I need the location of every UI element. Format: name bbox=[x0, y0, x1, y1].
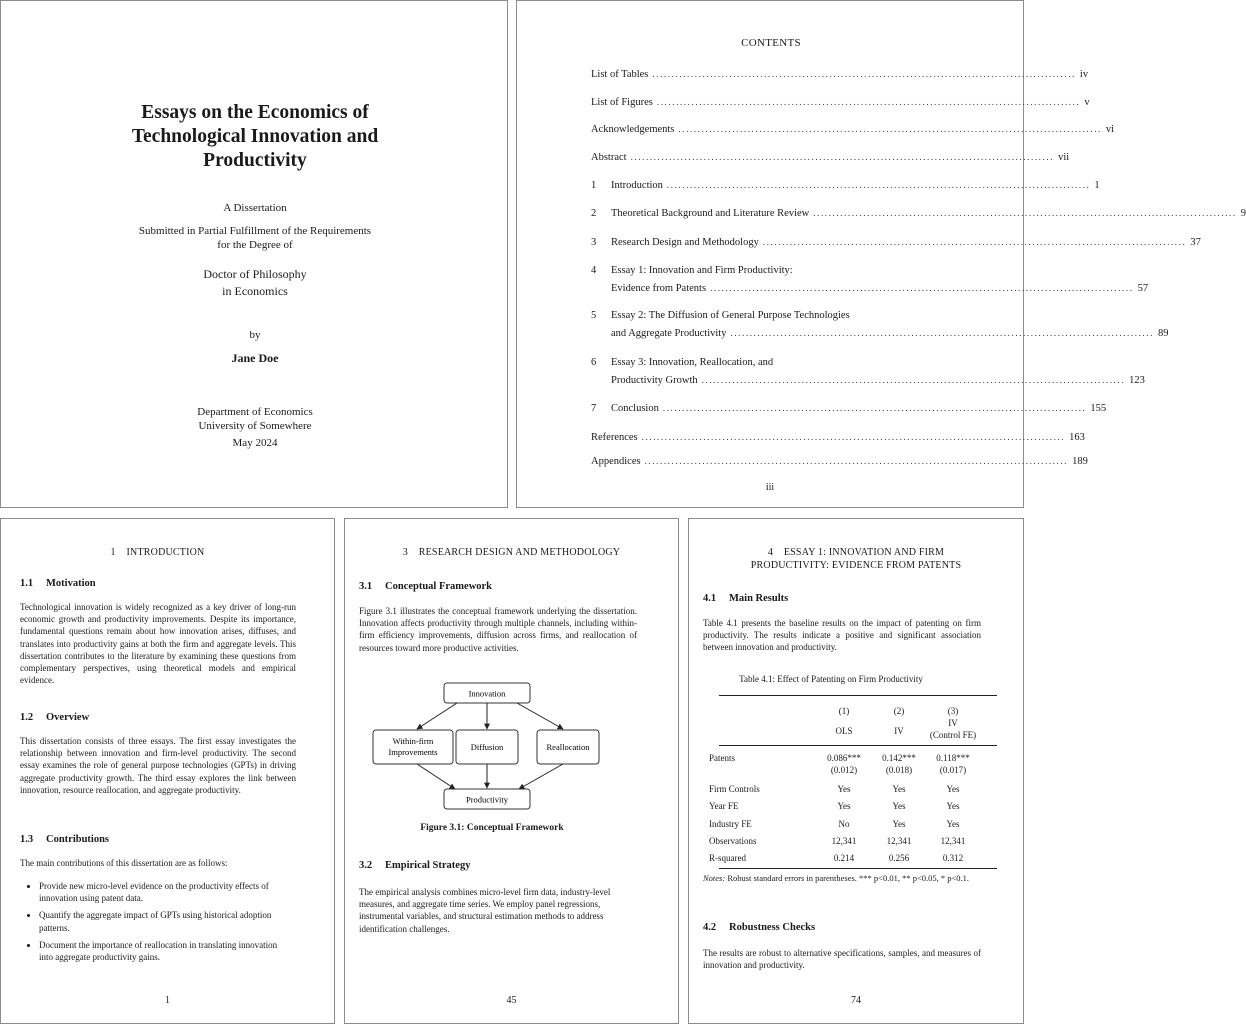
toc-entry[interactable] bbox=[591, 401, 1107, 415]
table-cell: 0.142*** bbox=[882, 753, 916, 763]
table-notes bbox=[703, 873, 988, 885]
toc-label: Essay 1: Innovation and Firm Productivity: bbox=[611, 265, 793, 276]
section-heading bbox=[20, 578, 96, 589]
row-label: Industry FE bbox=[709, 819, 752, 829]
arrow-innovation-to-reallocation bbox=[517, 703, 563, 729]
table-cell: Yes bbox=[837, 784, 851, 794]
column-head: OLS bbox=[835, 726, 853, 736]
title-line-3: Productivity bbox=[203, 150, 307, 171]
table-row bbox=[709, 818, 997, 830]
toc-label: List of Tables bbox=[591, 69, 649, 80]
section-number: 1.2 bbox=[20, 712, 34, 723]
table-cell: (0.017) bbox=[939, 765, 967, 775]
section-heading bbox=[703, 593, 788, 604]
page-number: 74 bbox=[851, 995, 861, 1006]
toc-label: Conclusion bbox=[611, 403, 659, 414]
section-number: 1.3 bbox=[20, 834, 34, 845]
toc-entry[interactable] bbox=[591, 178, 1100, 192]
toc-label: Acknowledgements bbox=[591, 124, 675, 135]
toc-leader: .............................................................................................................. bbox=[813, 208, 1237, 218]
document-type: A Dissertation bbox=[223, 202, 287, 214]
row-label: Year FE bbox=[709, 801, 739, 811]
section-heading bbox=[359, 860, 470, 871]
toc-page: 89 bbox=[1157, 328, 1169, 339]
table-cell: 12,341 bbox=[886, 836, 912, 846]
toc-leader: .............................................................................................................. bbox=[710, 283, 1134, 293]
list-item: • Quantify the aggregate impact of GPTs using historical adoption patterns. bbox=[39, 909, 285, 933]
table-row bbox=[709, 852, 997, 864]
row-label: Patents bbox=[709, 753, 735, 763]
table-caption: Table 4.1: Effect of Patenting on Firm Productivity bbox=[739, 674, 923, 684]
column-number: (1) bbox=[838, 706, 850, 716]
toc-label: Research Design and Methodology bbox=[611, 237, 759, 248]
toc-leader: .............................................................................................................. bbox=[641, 432, 1066, 442]
by-label: by bbox=[249, 329, 261, 341]
toc-entry[interactable] bbox=[591, 373, 1145, 387]
table-header-row bbox=[709, 729, 997, 741]
toc-entry[interactable] bbox=[591, 430, 1085, 444]
within-firm-node-label-1: Within-firm bbox=[392, 736, 434, 746]
list-item: • Document the importance of reallocation in translating innovation into aggregate productivity gains. bbox=[39, 939, 285, 963]
toc-label: and Aggregate Productivity bbox=[611, 328, 727, 339]
paragraph: This dissertation consists of three essays. The first essay investigates the relationship between innovation and firm-level productivity. The second essay examines the role of general purpose technologies (GPTs) in driving aggregate productivity growth. The third essay explores the link between innovation, resource reallocation, and aggregate productivity. bbox=[20, 736, 296, 795]
section-title: Contributions bbox=[46, 834, 110, 845]
toc-page: 189 bbox=[1072, 456, 1088, 467]
table-cell: (0.018) bbox=[885, 765, 913, 775]
table-cell: Yes bbox=[946, 819, 960, 829]
table-cell: Yes bbox=[892, 819, 906, 829]
table-header-row bbox=[709, 705, 997, 717]
toc-label: Theoretical Background and Literature Review bbox=[611, 208, 810, 219]
section-heading bbox=[20, 712, 89, 723]
toc-label: Abstract bbox=[591, 152, 627, 163]
section-number: 4.2 bbox=[703, 922, 717, 933]
table-cell: 0.214 bbox=[833, 853, 855, 863]
toc-label: Essay 3: Innovation, Reallocation, and bbox=[611, 357, 774, 368]
page-number: 45 bbox=[506, 995, 517, 1006]
section-heading bbox=[20, 834, 109, 845]
toc-label: Appendices bbox=[591, 456, 641, 467]
section-title: Overview bbox=[46, 712, 90, 723]
paragraph: Technological innovation is widely recognized as a key driver of long-run economic growth and productivity improvements. Despite its importance, fundamental questions remain about how innovation arises, diffuses, and translates into productivity gains at both the firm and aggregate levels. This dissertation contributes to the literature by examining these questions from complementary perspectives, using theoretical models and empirical evidence. bbox=[20, 602, 296, 686]
toc-page: 123 bbox=[1129, 375, 1145, 386]
toc-entry[interactable] bbox=[591, 67, 1089, 81]
section-title: Conceptual Framework bbox=[385, 581, 493, 592]
toc-page: iv bbox=[1079, 69, 1089, 80]
toc-number: 5 bbox=[591, 310, 597, 321]
figure-caption: Figure 3.1: Conceptual Framework bbox=[420, 823, 564, 833]
reallocation-node-label: Reallocation bbox=[546, 742, 590, 752]
title-line-1: Essays on the Economics of bbox=[141, 102, 369, 123]
toc-page: 37 bbox=[1190, 237, 1201, 248]
toc-leader: .............................................................................................................. bbox=[644, 456, 1069, 466]
toc-page: v bbox=[1084, 97, 1090, 108]
toc-label: References bbox=[591, 432, 638, 443]
toc-entry-first-line[interactable] bbox=[591, 264, 938, 278]
paragraph: The empirical analysis combines micro-level firm data, industry-level measures, and aggregate time series. We employ panel regressions, instrumental variables, and structural estimation methods to address identification challenges. bbox=[359, 887, 611, 934]
list-item: • Provide new micro-level evidence on the productivity effects of innovation using patent data. bbox=[39, 880, 285, 904]
paragraph: Figure 3.1 illustrates the conceptual framework underlying the dissertation. Innovation affects productivity through multiple channels, including within-firm efficiency improvements, diffusion across firms, and reallocation of resources toward more productive activities. bbox=[359, 606, 637, 653]
toc-leader: .............................................................................................................. bbox=[730, 328, 1154, 338]
toc-leader: .............................................................................................................. bbox=[656, 97, 1081, 107]
toc-label: List of Figures bbox=[591, 97, 653, 108]
toc-leader: .............................................................................................................. bbox=[701, 375, 1126, 385]
section-heading bbox=[359, 581, 492, 592]
column-number: (3) bbox=[947, 706, 959, 716]
column-head: IV bbox=[894, 726, 904, 736]
table-cell: Yes bbox=[946, 801, 960, 811]
toc-page: 163 bbox=[1069, 432, 1085, 443]
degree-line-2: in Economics bbox=[222, 284, 288, 298]
productivity-node-label: Productivity bbox=[465, 794, 509, 805]
table-row-se bbox=[709, 764, 997, 776]
toc-label: Introduction bbox=[611, 180, 663, 191]
submitted-line-2: for the Degree of bbox=[217, 239, 293, 251]
section-title: Motivation bbox=[46, 578, 96, 589]
section-number: 3.1 bbox=[359, 581, 373, 592]
toc-page: 1 bbox=[1094, 180, 1100, 191]
submitted-line-1: Submitted in Partial Fulfillment of the Requirements bbox=[138, 225, 372, 237]
toc-label: Essay 2: The Diffusion of General Purpose Technologies bbox=[611, 310, 850, 321]
table-row bbox=[709, 800, 997, 812]
paragraph: The main contributions of this dissertation are as follows: bbox=[20, 858, 228, 868]
table-row bbox=[709, 752, 997, 764]
title-line-2: Technological Innovation and bbox=[131, 126, 379, 147]
table-cell: 12,341 bbox=[940, 836, 966, 846]
column-head: IV bbox=[948, 718, 958, 728]
toc-number: 4 bbox=[591, 265, 597, 276]
column-number: (2) bbox=[893, 706, 905, 716]
author-name: Jane Doe bbox=[231, 351, 279, 365]
degree-line-1: Doctor of Philosophy bbox=[203, 267, 307, 281]
section-title: Main Results bbox=[729, 593, 789, 604]
row-label: Observations bbox=[709, 836, 757, 846]
toc-page: 155 bbox=[1090, 403, 1107, 414]
toc-leader: .............................................................................................................. bbox=[652, 69, 1076, 79]
table-cell: (0.012) bbox=[830, 765, 858, 775]
column-subhead: (Control FE) bbox=[929, 730, 977, 740]
toc-leader: .............................................................................................................. bbox=[678, 124, 1102, 134]
page-number: iii bbox=[765, 482, 775, 493]
chapter-heading-line-2: PRODUCTIVITY: EVIDENCE FROM PATENTS bbox=[750, 560, 962, 571]
notes-text: Robust standard errors in parentheses. *** p<0.01, ** p<0.05, * p<0.1. bbox=[725, 873, 970, 883]
toc-page: vi bbox=[1105, 124, 1115, 135]
toc-page: 9 bbox=[1240, 208, 1246, 219]
table-cell: 0.256 bbox=[888, 853, 910, 863]
section-number: 3.2 bbox=[359, 860, 373, 871]
innovation-node-label: Innovation bbox=[468, 688, 506, 699]
row-label: R-squared bbox=[709, 853, 746, 863]
toc-number: 1 bbox=[591, 180, 597, 191]
table-cell: Yes bbox=[892, 784, 906, 794]
toc-entry[interactable] bbox=[591, 122, 1115, 136]
chapter-heading: 1 INTRODUCTION bbox=[110, 547, 205, 558]
row-label: Firm Controls bbox=[709, 784, 760, 794]
table-mid-rule bbox=[719, 745, 997, 746]
toc-label: Evidence from Patents bbox=[611, 283, 707, 294]
toc-label: Productivity Growth bbox=[611, 375, 698, 386]
toc-number: 2 bbox=[591, 208, 597, 219]
toc-number: 7 bbox=[591, 403, 597, 414]
table-top-rule bbox=[719, 695, 997, 696]
paragraph: Table 4.1 presents the baseline results on the impact of patenting on firm productivity. The results indicate a positive and significant association between innovation and productivity. bbox=[703, 618, 981, 653]
university: University of Somewhere bbox=[198, 420, 312, 432]
chapter-heading: 3 RESEARCH DESIGN AND METHODOLOGY bbox=[402, 547, 621, 558]
table-cell: No bbox=[838, 819, 850, 829]
table-row bbox=[709, 835, 997, 847]
chapter-heading-line-1: 4 ESSAY 1: INNOVATION AND FIRM bbox=[767, 547, 945, 558]
department: Department of Economics bbox=[197, 406, 313, 418]
section-title: Empirical Strategy bbox=[385, 860, 471, 871]
toc-leader: .............................................................................................................. bbox=[666, 180, 1091, 190]
toc-entry-first-line[interactable] bbox=[591, 309, 938, 323]
toc-page: vii bbox=[1058, 152, 1070, 163]
toc-leader: .............................................................................................................. bbox=[630, 152, 1055, 162]
table-cell: 0.312 bbox=[942, 853, 964, 863]
essay-1-page bbox=[688, 518, 1024, 1024]
toc-entry[interactable] bbox=[591, 454, 1088, 468]
table-bottom-rule bbox=[719, 868, 997, 869]
page-number: 1 bbox=[165, 995, 170, 1006]
title-page bbox=[0, 0, 508, 508]
within-firm-node-label-2: Improvements bbox=[388, 747, 438, 757]
arrow-reallocation-to-productivity bbox=[519, 764, 563, 789]
table-row bbox=[709, 783, 997, 795]
table-cell: Yes bbox=[892, 801, 906, 811]
section-title: Robustness Checks bbox=[729, 922, 816, 933]
toc-entry[interactable] bbox=[591, 206, 1246, 220]
toc-number: 6 bbox=[591, 357, 597, 368]
date: May 2024 bbox=[232, 437, 278, 449]
toc-entry[interactable] bbox=[591, 150, 1070, 164]
toc-number: 3 bbox=[591, 237, 597, 248]
table-cell: 0.118*** bbox=[936, 753, 970, 763]
arrow-innovation-to-within-firm bbox=[417, 703, 457, 729]
toc-entry[interactable] bbox=[591, 95, 1090, 109]
table-cell: 12,341 bbox=[831, 836, 857, 846]
diffusion-node-label: Diffusion bbox=[470, 742, 504, 752]
contributions-list bbox=[23, 880, 285, 968]
paragraph: The results are robust to alternative specifications, samples, and measures of innovation and productivity. bbox=[703, 948, 981, 971]
research-design-page bbox=[344, 518, 679, 1024]
toc-entry[interactable] bbox=[591, 235, 1201, 249]
table-cell: 0.086*** bbox=[827, 753, 861, 763]
section-number: 1.1 bbox=[20, 578, 34, 589]
toc-leader: .............................................................................................................. bbox=[762, 237, 1187, 247]
arrow-within-firm-to-productivity bbox=[417, 764, 455, 789]
toc-page: 57 bbox=[1137, 283, 1149, 294]
conceptual-framework-diagram bbox=[345, 669, 678, 819]
dissertation-title bbox=[21, 101, 489, 173]
table-cell: Yes bbox=[946, 784, 960, 794]
notes-label: Notes: bbox=[703, 873, 726, 883]
introduction-page bbox=[0, 518, 335, 1024]
toc-leader: .............................................................................................................. bbox=[662, 403, 1087, 413]
contents-page bbox=[516, 0, 1246, 508]
toc-entry-first-line[interactable] bbox=[591, 356, 938, 370]
toc-entry[interactable] bbox=[591, 281, 1149, 295]
section-number: 4.1 bbox=[703, 593, 717, 604]
section-heading bbox=[703, 922, 815, 933]
toc-entry[interactable] bbox=[591, 326, 1169, 340]
table-cell: Yes bbox=[837, 801, 851, 811]
contents-heading: CONTENTS bbox=[741, 37, 801, 49]
